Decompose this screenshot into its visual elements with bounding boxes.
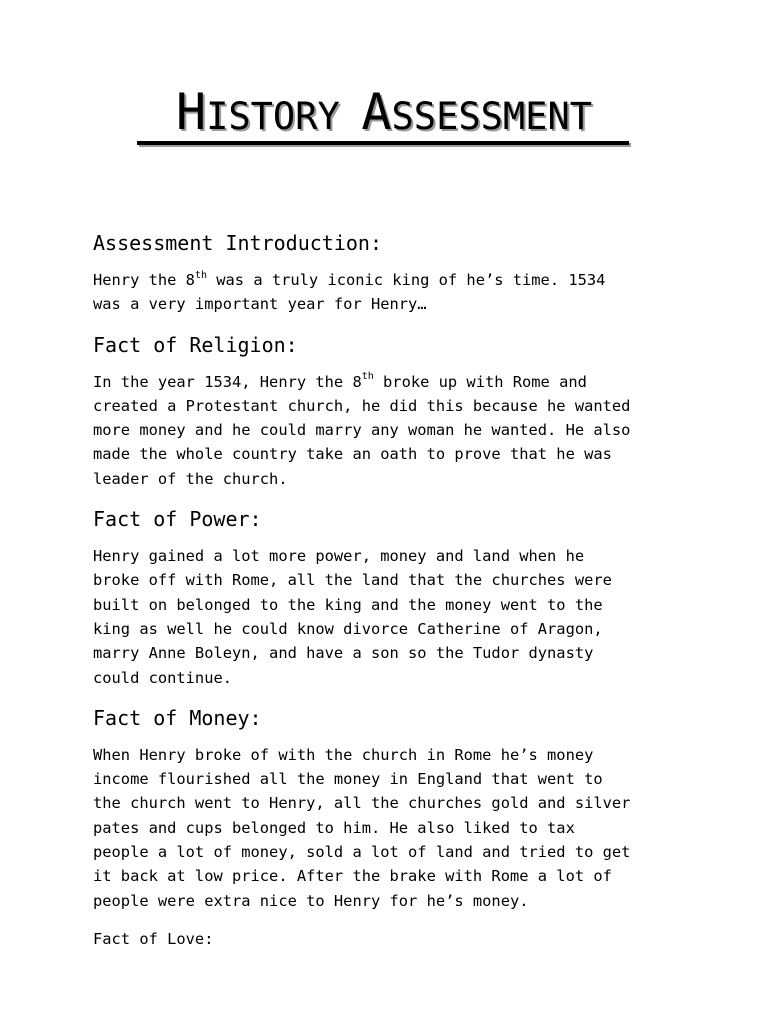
- title-underline: [137, 141, 629, 145]
- money-paragraph: [93, 743, 693, 913]
- power-line-3: built on belonged to the king and the money went to the: [93, 595, 603, 614]
- money-line-2: income flourished all the money in England that went to: [93, 770, 603, 789]
- religion-line-3: more money and he could marry any woman he wanted. He also: [93, 421, 631, 440]
- religion-paragraph: [93, 370, 693, 491]
- power-line-4: king as well he could know divorce Catherine of Aragon,: [93, 619, 603, 638]
- power-heading: Fact of Power:: [93, 507, 262, 532]
- money-heading: Fact of Money:: [93, 705, 262, 730]
- ordinal-superscript: th: [361, 371, 374, 383]
- intro-paragraph: [93, 268, 693, 317]
- religion-line-1-text-after: broke up with Rome and: [373, 372, 587, 391]
- religion-heading: Fact of Religion:: [93, 332, 298, 357]
- money-line-5: people a lot of money, sold a lot of land and tried to get: [93, 843, 631, 862]
- intro-line-1-text-after: was a truly iconic king of he’s time. 1534: [206, 271, 606, 289]
- money-line-3: the church went to Henry, all the churches gold and silver: [93, 794, 631, 813]
- title-rest-assessment: SSESSMENT: [391, 95, 593, 138]
- intro-heading: Assessment Introduction:: [93, 231, 382, 255]
- power-line-6: could continue.: [93, 668, 232, 687]
- money-line-1: When Henry broke of with the church in Rome he’s money: [93, 745, 594, 764]
- power-paragraph: [93, 544, 693, 690]
- power-line-2: broke off with Rome, all the land that the churches were: [93, 571, 612, 590]
- money-line-6: it back at low price. After the brake with Rome a lot of: [93, 867, 612, 886]
- power-line-5: marry Anne Boleyn, and have a son so the Tudor dynasty: [93, 644, 594, 663]
- religion-line-2: created a Protestant church, he did this because he wanted: [93, 396, 631, 415]
- document-body: [93, 229, 693, 951]
- intro-line-1-text: Henry the 8: [93, 271, 195, 289]
- document-title: [0, 82, 768, 148]
- money-line-4: pates and cups belonged to him. He also liked to tax: [93, 818, 575, 837]
- title-initial-h: H: [175, 83, 207, 141]
- religion-line-1: [93, 370, 693, 394]
- title-initial-a: A: [361, 83, 392, 141]
- power-line-1: Henry gained a lot more power, money and land when he: [93, 547, 585, 566]
- religion-line-1-text: In the year 1534, Henry the 8: [93, 372, 362, 391]
- intro-line-1: [93, 268, 693, 292]
- religion-line-4: made the whole country take an oath to prove that he was: [93, 445, 612, 464]
- love-heading: Fact of Love:: [93, 929, 214, 948]
- religion-line-5: leader of the church.: [93, 469, 288, 488]
- money-line-7: people were extra nice to Henry for he’s money.: [93, 891, 529, 910]
- title-rest-history: ISTORY: [206, 95, 340, 138]
- ordinal-superscript: th: [194, 269, 207, 281]
- intro-line-2: was a very important year for Henry…: [93, 295, 427, 314]
